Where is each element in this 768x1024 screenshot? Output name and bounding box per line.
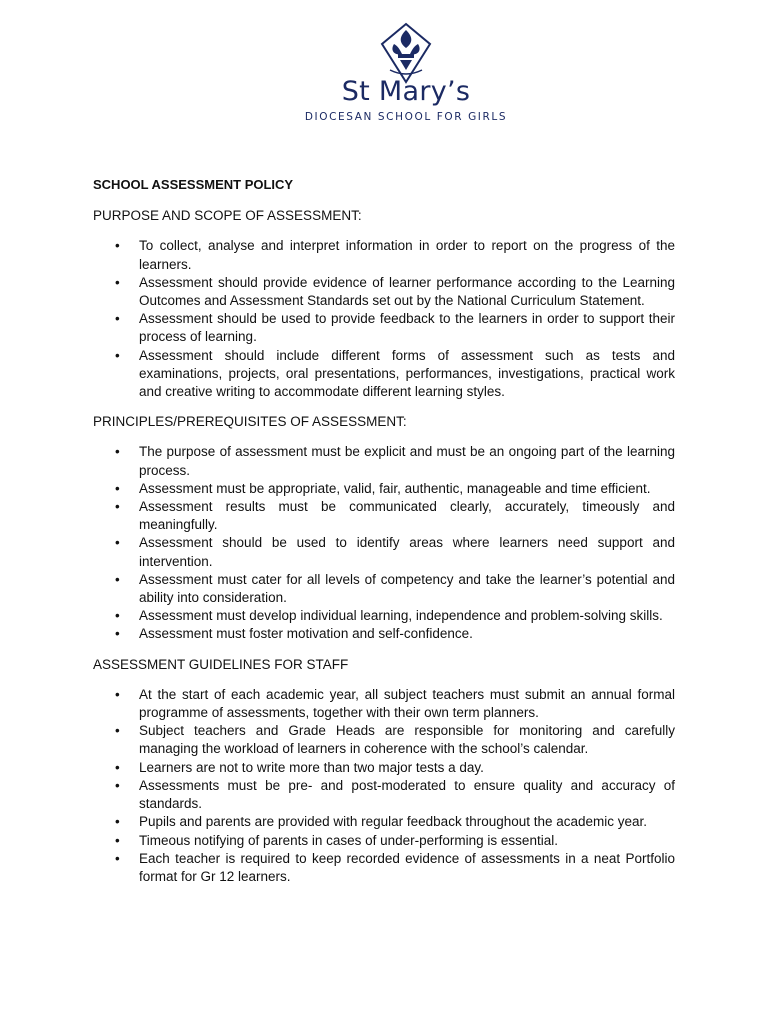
- document-title: SCHOOL ASSESSMENT POLICY: [93, 177, 294, 192]
- bullet-icon: •: [115, 274, 120, 290]
- list-item: • Assessment must foster motivation and self-confidence.: [93, 625, 675, 643]
- list-item: • To collect, analyse and interpret information in order to report on the progress of the learners.: [115, 238, 675, 272]
- bullet-icon: •: [115, 832, 120, 848]
- school-subtitle: DIOCESAN SCHOOL FOR GIRLS: [304, 111, 508, 123]
- list-item: • Each teacher is required to keep recorded evidence of assessments in a neat Portfolio format for Gr 12 learners.: [115, 850, 675, 884]
- bullet-icon: •: [115, 626, 120, 642]
- bullet-icon: •: [115, 499, 120, 515]
- list-item: • The purpose of assessment must be explicit and must be an ongoing part of the learning process.: [115, 444, 675, 478]
- bullet-icon: •: [115, 759, 120, 775]
- bullet-icon: •: [115, 814, 120, 830]
- bullet-icon: •: [115, 571, 120, 587]
- bullet-icon: •: [115, 723, 120, 739]
- list-item: • Assessments must be pre- and post-moderated to ensure quality and accuracy of standards.: [115, 777, 675, 812]
- list-item: • Assessment must cater for all levels of competency and take the learner’s potential and ability into consideration.: [115, 571, 675, 606]
- document-body: [93, 176, 675, 898]
- bullet-icon: •: [115, 238, 120, 254]
- principles-list: [93, 443, 675, 643]
- list-item: • Assessment should be used to identify areas where learners need support and intervention.: [115, 535, 675, 569]
- bullet-icon: •: [115, 535, 120, 551]
- school-logo: [272, 18, 540, 136]
- bullet-icon: •: [115, 686, 120, 702]
- school-crest-icon: [378, 22, 434, 84]
- bullet-icon: •: [115, 444, 120, 460]
- guidelines-list: [93, 686, 675, 886]
- bullet-icon: •: [115, 850, 120, 866]
- list-item: • Assessment results must be communicated clearly, accurately, timeously and meaningfully.: [115, 499, 675, 533]
- list-item: • At the start of each academic year, all subject teachers must submit an annual formal programme of assessments, together with their own term planners.: [115, 686, 675, 721]
- bullet-icon: •: [115, 777, 120, 793]
- list-item: • Assessment should be used to provide feedback to the learners in order to support their process of learning.: [115, 311, 675, 345]
- list-item: • Assessment must be appropriate, valid, fair, authentic, manageable and time efficient.: [93, 480, 675, 498]
- list-item: • Pupils and parents are provided with regular feedback throughout the academic year.: [93, 813, 675, 831]
- list-item: • Assessment must develop individual learning, independence and problem-solving skills.: [93, 607, 675, 625]
- list-item: • Assessment should include different forms of assessment such as tests and examinations, projects, oral presentations, performances, investigations, practical work and creative writing to accommodate different learning styles.: [115, 347, 675, 400]
- section-heading-guidelines: ASSESSMENT GUIDELINES FOR STAFF: [93, 656, 349, 672]
- list-item: • Timeous notifying of parents in cases of under-performing is essential.: [93, 832, 675, 850]
- list-item: • Assessment should provide evidence of learner performance according to the Learning Outcomes and Assessment Standards set out by the National Curriculum Statement.: [115, 274, 675, 309]
- bullet-icon: •: [115, 311, 120, 327]
- list-item: • Subject teachers and Grade Heads are responsible for monitoring and carefully managing the workload of learners in coherence with the school’s calendar.: [115, 723, 675, 757]
- list-item: • Learners are not to write more than two major tests a day.: [93, 759, 675, 777]
- purpose-list: [93, 237, 675, 401]
- section-heading-purpose: PURPOSE AND SCOPE OF ASSESSMENT:: [93, 208, 362, 224]
- school-name: St Mary’s: [341, 76, 471, 107]
- bullet-icon: •: [115, 347, 120, 363]
- section-heading-principles: PRINCIPLES/PREREQUISITES OF ASSESSMENT:: [93, 414, 407, 430]
- bullet-icon: •: [115, 480, 120, 496]
- bullet-icon: •: [115, 608, 120, 624]
